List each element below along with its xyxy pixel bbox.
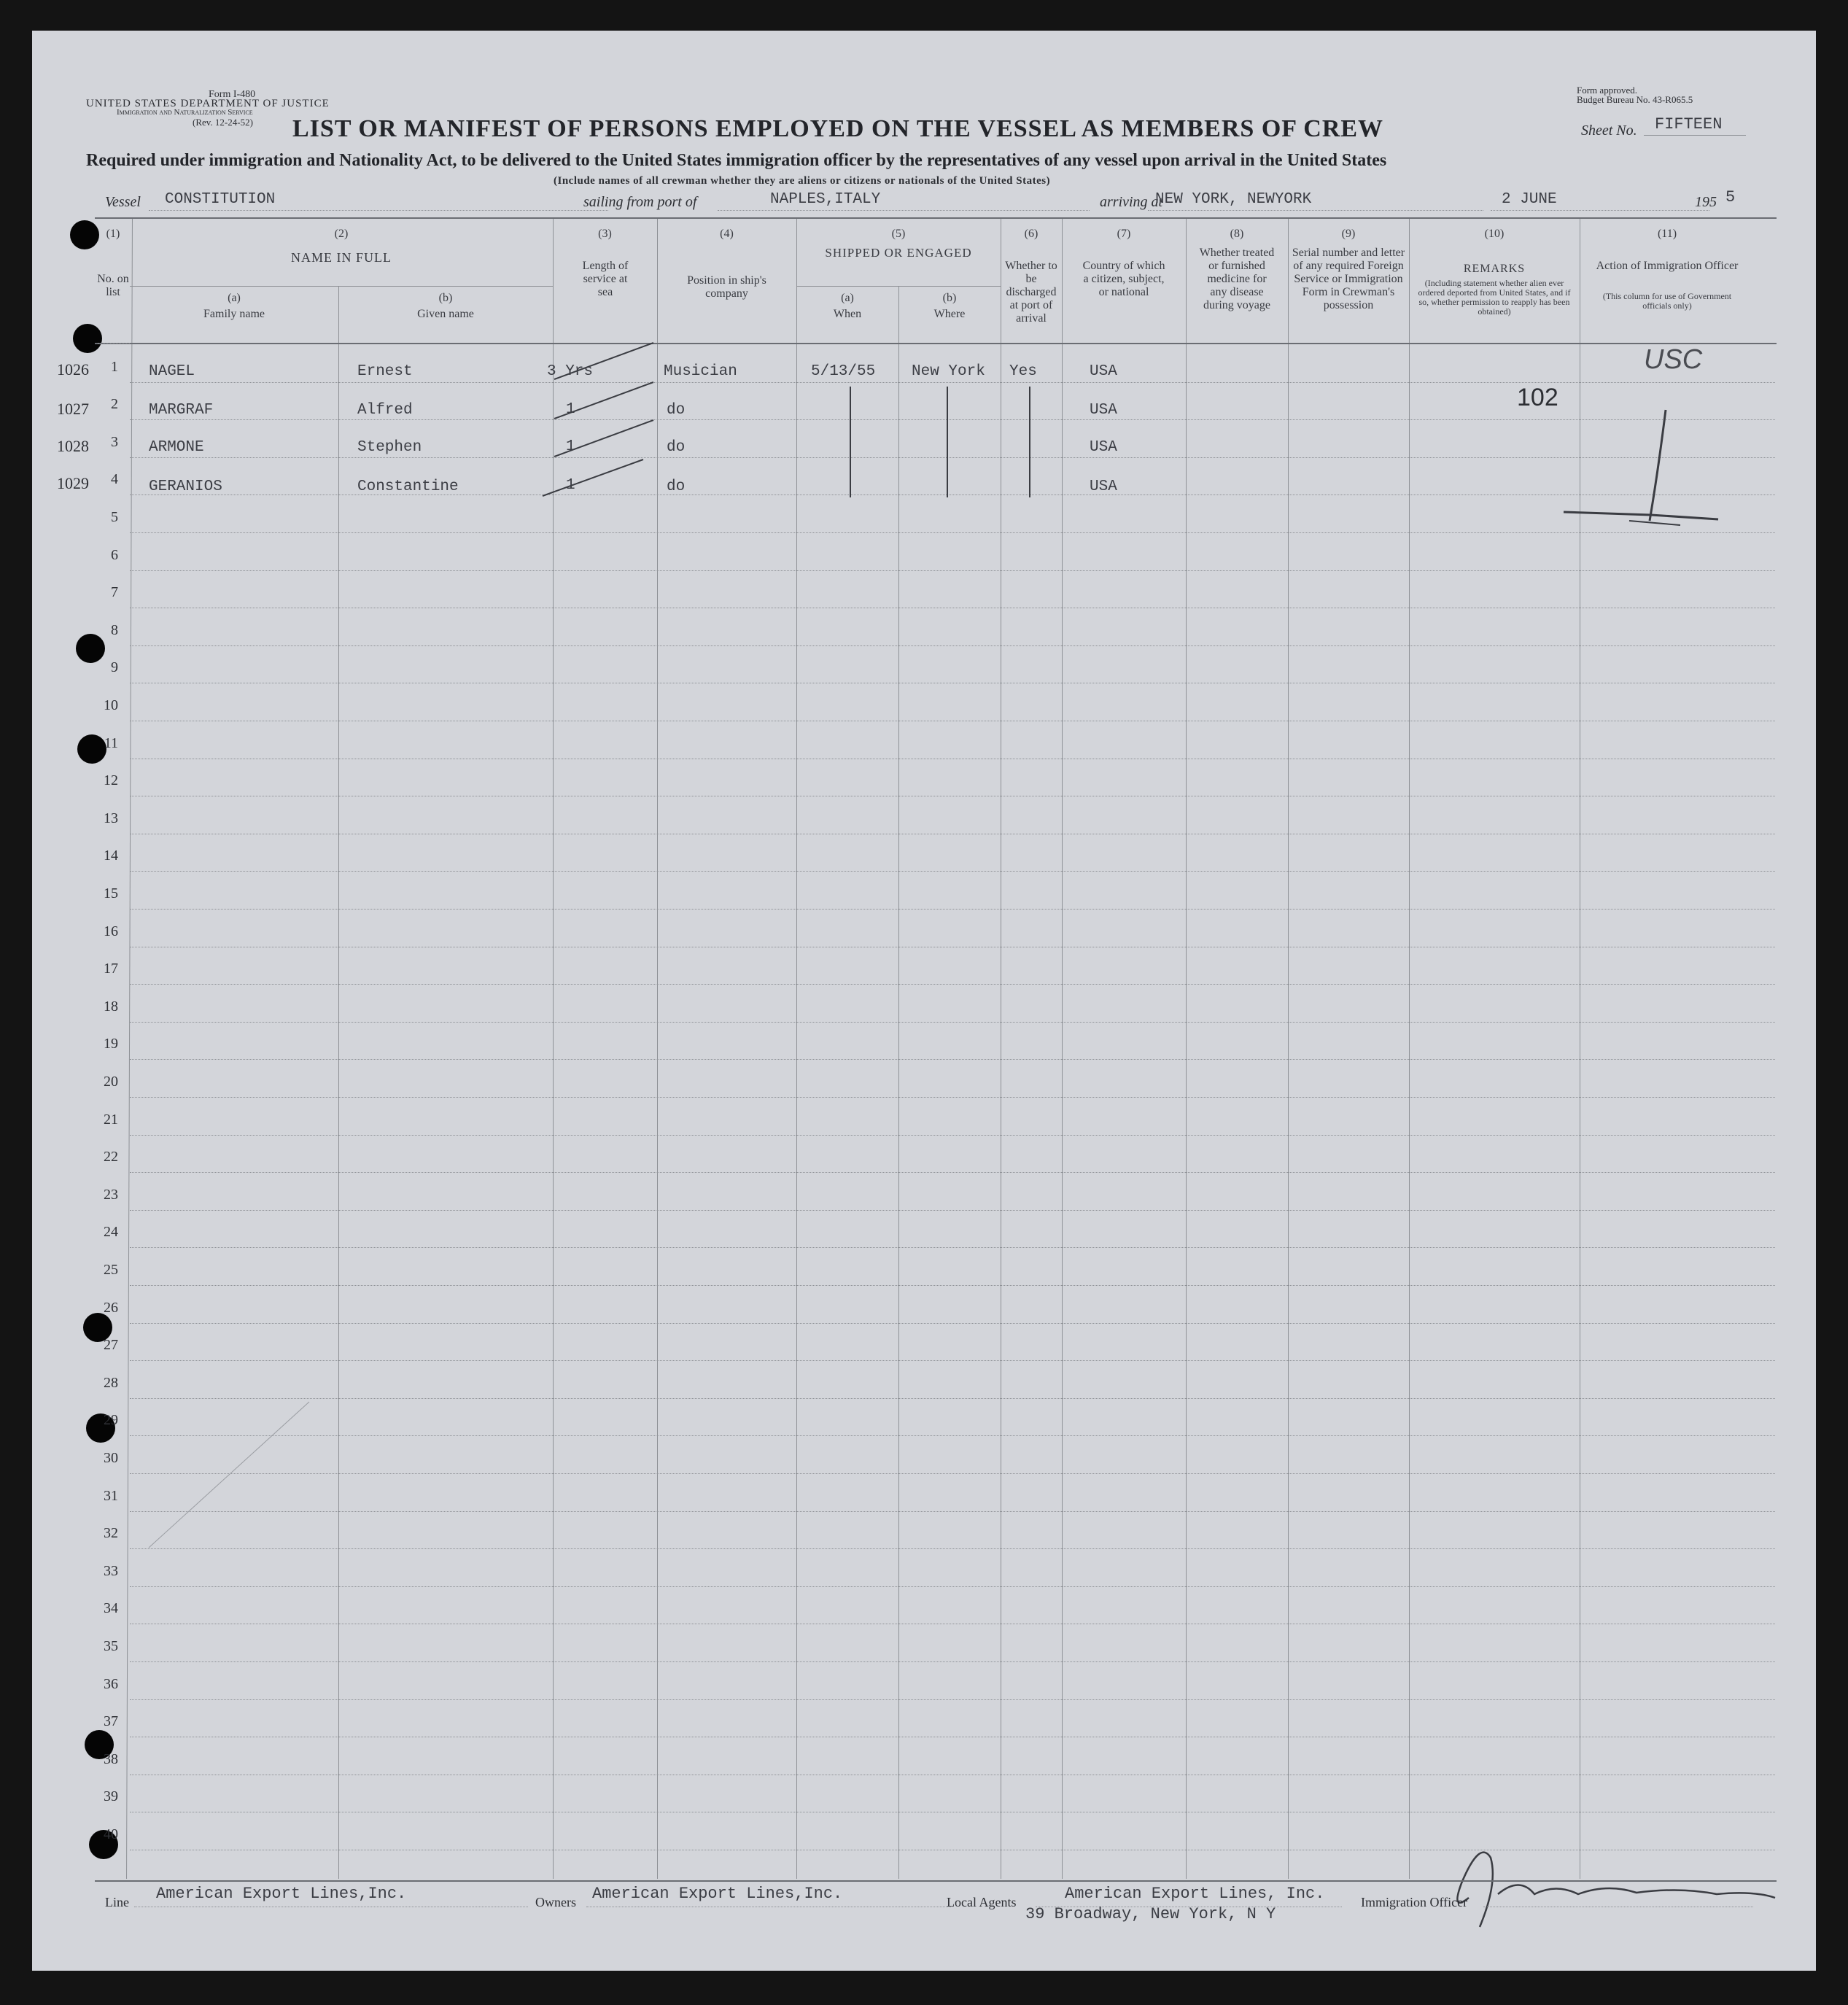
row-number: 9	[111, 659, 118, 675]
shipped-when: 5/13/55	[811, 363, 876, 380]
row-number: 37	[104, 1713, 118, 1729]
list-number: 1026	[57, 360, 89, 379]
family-name: GERANIOS	[149, 478, 222, 495]
discharged: Yes	[1009, 363, 1037, 380]
col11-header: Action of Immigration Officer	[1596, 260, 1739, 272]
manifest-sheet	[32, 31, 1816, 1971]
col9-header: Serial number and letter of any required Foreign Service or Immigration Form in Crewman's possession	[1292, 247, 1405, 311]
col8-header: Whether treated or furnished medicine for any disease during voyage	[1199, 247, 1275, 311]
family-name: MARGRAF	[149, 402, 214, 419]
departure-port: NAPLES,ITALY	[770, 191, 881, 208]
row-number: 5	[111, 509, 118, 525]
list-number: 1028	[57, 437, 89, 455]
row-number: 20	[104, 1074, 118, 1090]
list-number: 1027	[57, 400, 89, 418]
agents-value: American Export Lines, Inc.	[1065, 1885, 1325, 1903]
officer-mark: USC	[1644, 344, 1703, 375]
col2b-num: (b)	[438, 292, 453, 304]
country: USA	[1090, 439, 1117, 456]
line-value: American Export Lines,Inc.	[156, 1885, 407, 1903]
officer-label: Immigration Officer	[1361, 1895, 1468, 1909]
position: do	[667, 402, 686, 419]
handwritten-marks	[32, 31, 1816, 1971]
row-number: 6	[111, 547, 118, 563]
shipped-where: New York	[912, 363, 985, 380]
col7-num: (7)	[1117, 228, 1131, 240]
given-name: Constantine	[357, 478, 459, 495]
agents-address: 39 Broadway, New York, N Y	[1025, 1905, 1276, 1923]
vessel-label: Vessel	[105, 194, 141, 210]
row-number: 14	[104, 848, 118, 864]
owners-label: Owners	[535, 1895, 576, 1909]
row-number: 4	[111, 471, 118, 487]
position: Musician	[664, 363, 737, 380]
row-number: 7	[111, 584, 118, 600]
form-number: Form I-480	[209, 89, 256, 100]
col5-num: (5)	[891, 228, 906, 240]
remarks-number: 102	[1517, 384, 1558, 411]
col2-num: (2)	[334, 228, 349, 240]
year-prefix: 195	[1695, 194, 1717, 210]
row-number: 40	[104, 1826, 118, 1842]
list-number: 1029	[57, 474, 89, 492]
country: USA	[1090, 402, 1117, 419]
row-number: 28	[104, 1375, 118, 1391]
arrival-date: 2 JUNE	[1502, 191, 1557, 208]
row-number: 17	[104, 961, 118, 977]
row-number: 19	[104, 1036, 118, 1052]
col10-note: (Including statement whether alien ever ordered deported from United States, and if so, whether permission to reapply has been obtained)	[1418, 278, 1571, 317]
col5b-num: (b)	[942, 292, 957, 304]
position: do	[667, 478, 686, 495]
row-number: 8	[111, 622, 118, 638]
service-length: 1	[566, 401, 575, 418]
col1-num: (1)	[106, 228, 120, 240]
owners-value: American Export Lines,Inc.	[592, 1885, 843, 1903]
row-number: 12	[104, 772, 118, 788]
col6-header: Whether to be discharged at port of arrival	[1005, 260, 1057, 325]
row-number: 34	[104, 1600, 118, 1616]
form-title: LIST OR MANIFEST OF PERSONS EMPLOYED ON THE VESSEL AS MEMBERS OF CREW	[292, 115, 1384, 142]
given-name: Stephen	[357, 439, 422, 456]
col5a-header: When	[833, 308, 862, 320]
row-number: 22	[104, 1149, 118, 1165]
col2b-header: Given name	[417, 308, 474, 320]
col5-header: SHIPPED OR ENGAGED	[825, 246, 972, 260]
service-length: 1	[566, 477, 575, 494]
department: UNITED STATES DEPARTMENT OF JUSTICE	[86, 98, 330, 109]
country: USA	[1090, 478, 1117, 495]
position: do	[667, 439, 686, 456]
vessel-name: CONSTITUTION	[165, 191, 276, 208]
sheet-number: FIFTEEN	[1655, 115, 1723, 133]
col4-num: (4)	[720, 228, 734, 240]
col8-num: (8)	[1230, 228, 1244, 240]
given-name: Alfred	[357, 402, 413, 419]
form-approved: Form approved.	[1577, 85, 1638, 96]
row-number: 36	[104, 1676, 118, 1692]
row-number: 21	[104, 1112, 118, 1128]
col3-header: Length of service at sea	[582, 260, 629, 298]
col1-header: No. on list	[97, 273, 129, 298]
budget-bureau: Budget Bureau No. 43-R065.5	[1577, 94, 1693, 105]
row-number: 13	[104, 810, 118, 826]
col9-num: (9)	[1341, 228, 1356, 240]
row-number: 39	[104, 1788, 118, 1804]
family-name: ARMONE	[149, 439, 204, 456]
col4-header: Position in ship's company	[687, 274, 766, 300]
form-note: (Include names of all crewman whether they are aliens or citizens or nationals of the United States)	[554, 175, 1051, 187]
row-number: 26	[104, 1300, 118, 1316]
row-number: 31	[104, 1488, 118, 1504]
given-name: Ernest	[357, 363, 413, 380]
col5b-header: Where	[933, 308, 966, 320]
row-number: 2	[111, 396, 118, 412]
row-number: 23	[104, 1187, 118, 1203]
row-number: 11	[104, 735, 118, 751]
line-label: Line	[105, 1895, 129, 1909]
col3-num: (3)	[598, 228, 612, 240]
row-number: 24	[104, 1224, 118, 1240]
row-number: 32	[104, 1525, 118, 1541]
col10-header: REMARKS	[1463, 263, 1526, 275]
family-name: NAGEL	[149, 363, 195, 380]
arriving-label: arriving at	[1100, 194, 1163, 210]
row-number: 38	[104, 1751, 118, 1767]
sailing-label: sailing from port of	[583, 194, 697, 210]
service-length: 3 Yrs	[547, 363, 594, 380]
row-number: 16	[104, 923, 118, 939]
service-length: 1	[566, 438, 575, 455]
row-number: 27	[104, 1337, 118, 1353]
col5a-num: (a)	[841, 292, 854, 304]
row-number: 25	[104, 1262, 118, 1278]
col11-num: (11)	[1657, 228, 1677, 240]
row-number: 15	[104, 885, 118, 901]
year-digit: 5	[1725, 188, 1736, 206]
row-number: 10	[104, 697, 118, 713]
col11-note: (This column for use of Government officials only)	[1602, 291, 1732, 311]
row-number: 30	[104, 1450, 118, 1466]
agents-label: Local Agents	[947, 1895, 1017, 1909]
col2-header: NAME IN FULL	[291, 250, 392, 265]
arrival-port: NEW YORK, NEWYORK	[1155, 191, 1312, 208]
col2a-header: Family name	[203, 308, 265, 320]
row-number: 29	[104, 1412, 118, 1428]
revision: (Rev. 12-24-52)	[193, 117, 253, 128]
col7-header: Country of which a citizen, subject, or national	[1082, 260, 1165, 298]
col2a-num: (a)	[228, 292, 241, 304]
row-number: 3	[111, 434, 118, 450]
form-subtitle: Required under immigration and Nationality Act, to be delivered to the United States immigration officer by the representatives of any vessel upon arrival in the United States	[86, 151, 1387, 170]
row-number: 33	[104, 1563, 118, 1579]
table-bottom-rule	[95, 1880, 1777, 1882]
country: USA	[1090, 363, 1117, 380]
col6-num: (6)	[1024, 228, 1038, 240]
service: Immigration and Naturalization Service	[117, 108, 253, 117]
row-number: 35	[104, 1638, 118, 1654]
row-number: 1	[111, 359, 118, 375]
col10-num: (10)	[1484, 228, 1505, 240]
row-number: 18	[104, 998, 118, 1015]
sheet-label: Sheet No.	[1581, 123, 1637, 139]
